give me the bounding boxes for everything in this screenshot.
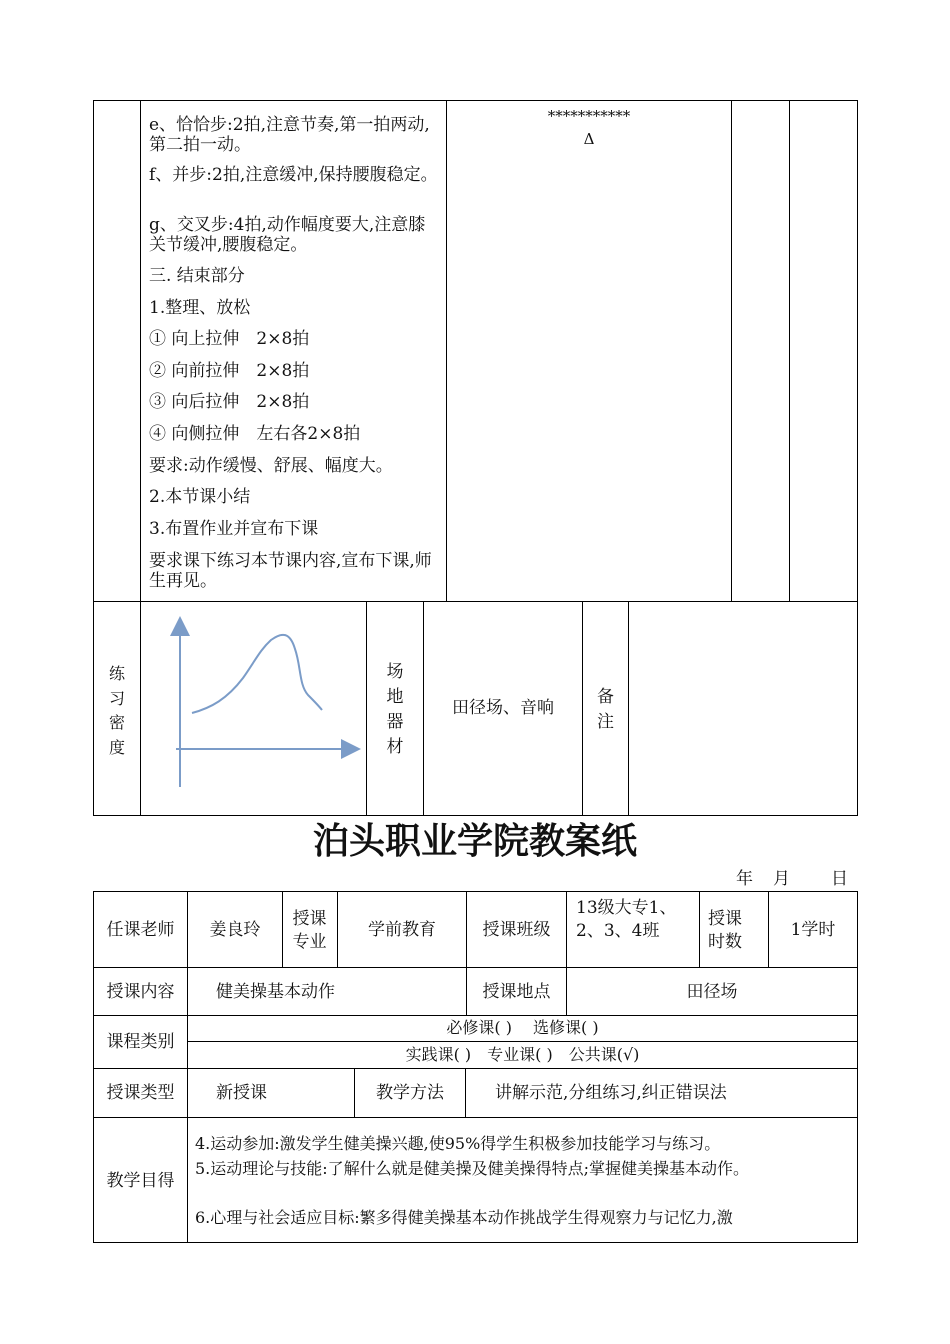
density-curve-line bbox=[192, 635, 322, 713]
teacher-position-marker: Δ bbox=[583, 130, 595, 148]
hours-label: 授课时数 bbox=[708, 909, 742, 952]
end-section-heading: 三. 结束部分 bbox=[149, 266, 245, 286]
major-value: 学前教育 bbox=[368, 920, 436, 940]
content-value: 健美操基本动作 bbox=[216, 982, 335, 1002]
venue-value: 田径场、音响 bbox=[452, 698, 554, 718]
stretch-up: ① 向上拉伸 2×8拍 bbox=[149, 329, 310, 349]
date-month: 月 bbox=[773, 869, 790, 889]
type-label: 授课类型 bbox=[106, 1083, 175, 1103]
homework-item: 3.布置作业并宣布下课 bbox=[149, 519, 319, 539]
stretch-back: ③ 向后拉伸 2×8拍 bbox=[149, 392, 310, 412]
step-g: g、交叉步:4拍,动作幅度要大,注意膝关节缓冲,腰腹稳定。 bbox=[149, 215, 426, 255]
method-label: 教学方法 bbox=[376, 1083, 444, 1103]
type-value: 新授课 bbox=[216, 1083, 267, 1103]
place-value: 田径场 bbox=[686, 982, 738, 1002]
major-label: 授课专业 bbox=[292, 909, 327, 952]
method-value: 讲解示范,分组练习,纠正错误法 bbox=[495, 1083, 727, 1103]
relax-title: 1.整理、放松 bbox=[149, 298, 251, 318]
hours-value: 1学时 bbox=[790, 920, 836, 940]
homework-note: 要求课下练习本节课内容,宣布下课,师生再见。 bbox=[149, 551, 432, 591]
stretch-side: ④ 向侧拉伸 左右各2×8拍 bbox=[149, 424, 361, 444]
class-label: 授课班级 bbox=[482, 920, 551, 940]
venue-label: 场 地 器 材 bbox=[386, 662, 404, 757]
step-f: f、并步:2拍,注意缓冲,保持腰腹稳定。 bbox=[149, 165, 438, 185]
category-required-elective: 必修课( ) 选修课( ) bbox=[446, 1018, 599, 1037]
stretch-forward: ② 向前拉伸 2×8拍 bbox=[149, 361, 310, 381]
teacher-label: 任课老师 bbox=[106, 920, 175, 940]
date-year: 年 bbox=[736, 869, 753, 889]
category-course-kind: 实践课( ) 专业课( ) 公共课(√) bbox=[405, 1045, 640, 1064]
place-label: 授课地点 bbox=[482, 982, 551, 1002]
goals-label: 教学目得 bbox=[106, 1171, 175, 1191]
goal-theory-skill: 5.运动理论与技能:了解什么就是健美操及健美操得特点;掌握健美操基本动作。 bbox=[195, 1159, 750, 1178]
page-title: 泊头职业学院教案纸 bbox=[312, 821, 637, 862]
goal-participation: 4.运动参加:激发学生健美操兴趣,使95%得学生积极参加技能学习与练习。 bbox=[195, 1134, 721, 1153]
date-day: 日 bbox=[831, 869, 848, 889]
lesson-summary: 2.本节课小结 bbox=[149, 487, 251, 507]
practice-density-curve bbox=[141, 602, 366, 815]
step-e: e、恰恰步:2拍,注意节奏,第一拍两动,第二拍一动。 bbox=[149, 115, 430, 155]
category-label: 课程类别 bbox=[106, 1032, 175, 1052]
goal-psychology: 6.心理与社会适应目标:繁多得健美操基本动作挑战学生得观察力与记忆力,激 bbox=[195, 1208, 733, 1227]
remark-label: 备 注 bbox=[597, 687, 614, 732]
teacher-value: 姜良玲 bbox=[209, 920, 261, 940]
content-label: 授课内容 bbox=[106, 982, 175, 1002]
class-value: 13级大专1、2、3、4班 bbox=[576, 898, 677, 941]
formation-stars: *********** bbox=[547, 107, 631, 125]
density-label: 练 习 密 度 bbox=[108, 664, 125, 757]
stretch-requirement: 要求:动作缓慢、舒展、幅度大。 bbox=[149, 456, 393, 476]
